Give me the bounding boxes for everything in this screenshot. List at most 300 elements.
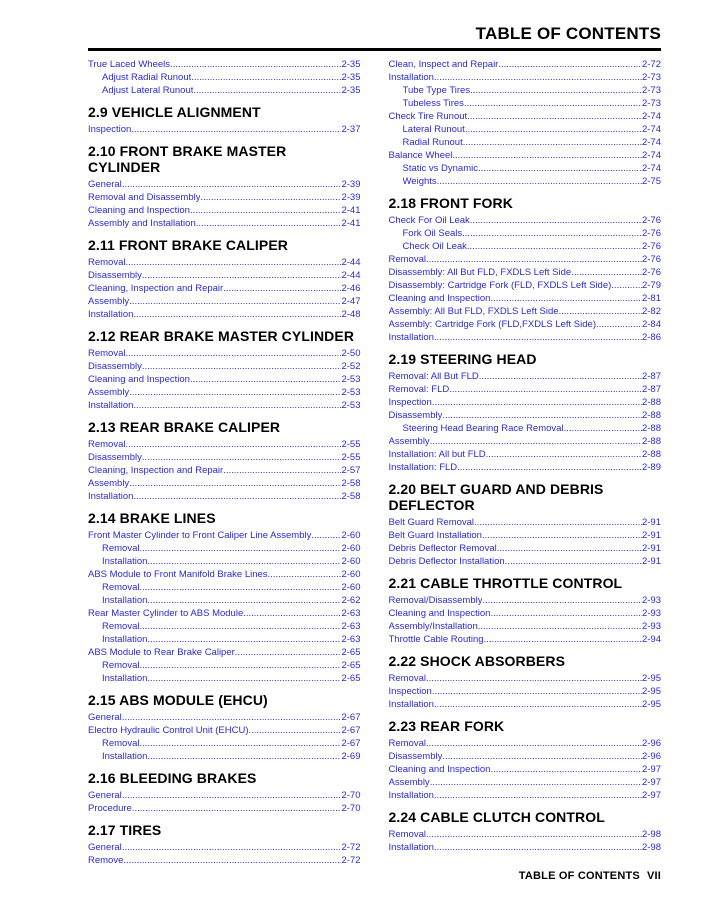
toc-entry-label: Disassembly: Cartridge Fork (FLD, FXDLS Left Side)	[388, 280, 612, 291]
toc-entry-label: Static vs Dynamic	[402, 163, 478, 174]
dot-leader	[426, 828, 642, 841]
toc-entry[interactable]	[88, 84, 361, 97]
toc-entry[interactable]	[88, 360, 361, 373]
toc-section	[389, 481, 662, 568]
toc-entry-page-number: 2-96	[641, 738, 661, 749]
toc-entry-label: Inspection	[388, 397, 432, 408]
toc-entry[interactable]	[389, 370, 662, 383]
toc-entry-page-number: 2-53	[341, 387, 361, 398]
section-heading: 2.19 STEERING HEAD	[388, 351, 537, 367]
dot-leader	[571, 266, 642, 279]
toc-entry-label: Lateral Runout	[402, 124, 465, 135]
toc-entry-label: Removal	[102, 582, 140, 593]
toc-entry-label: Radial Runout	[402, 137, 463, 148]
dot-leader	[498, 58, 642, 71]
dot-leader	[505, 555, 642, 568]
toc-entry-page-number: 2-81	[641, 293, 661, 304]
toc-entry-page-number: 2-44	[341, 270, 361, 281]
footer-label: TABLE OF CONTENTS	[518, 870, 640, 882]
toc-entry-label: Throttle Cable Routing	[388, 634, 484, 645]
toc-entry-page-number: 2-73	[641, 98, 661, 109]
toc-entry-page-number: 2-67	[341, 712, 361, 723]
toc-entry-label: Removal	[88, 348, 126, 359]
toc-entry[interactable]	[88, 490, 361, 503]
toc-entry[interactable]	[88, 256, 361, 269]
toc-entry-page-number: 2-74	[641, 150, 661, 161]
toc-entry[interactable]	[389, 162, 662, 175]
toc-entry[interactable]	[389, 136, 662, 149]
dot-leader	[122, 841, 342, 854]
toc-entry-page-number: 2-50	[341, 348, 361, 359]
toc-entry[interactable]	[389, 620, 662, 633]
toc-entry[interactable]	[389, 396, 662, 409]
toc-entry-page-number: 2-57	[341, 465, 361, 476]
page-footer	[519, 870, 661, 882]
toc-entry[interactable]	[88, 711, 361, 724]
section-entry-list	[88, 789, 361, 815]
toc-entry-label: General	[88, 790, 122, 801]
toc-entry[interactable]	[88, 58, 361, 71]
toc-entry-page-number: 2-88	[641, 397, 661, 408]
toc-section	[88, 770, 361, 815]
toc-columns	[88, 58, 661, 867]
toc-entry[interactable]	[88, 737, 361, 750]
dot-leader	[434, 841, 642, 854]
section-entry-list	[88, 178, 361, 230]
toc-entry[interactable]	[389, 279, 662, 292]
toc-entry-label: Installation	[102, 751, 148, 762]
toc-entry-page-number: 2-39	[341, 179, 361, 190]
toc-entry[interactable]	[389, 750, 662, 763]
toc-entry-label: Tube Type Tires	[402, 85, 471, 96]
toc-entry[interactable]	[88, 386, 361, 399]
toc-entry-label: True Laced Wheels	[88, 59, 171, 70]
toc-entry[interactable]	[389, 175, 662, 188]
dot-leader	[434, 698, 642, 711]
toc-entry-label: Front Master Cylinder to Front Caliper Line Assembly	[88, 530, 312, 541]
toc-entry[interactable]	[88, 607, 361, 620]
toc-entry-page-number: 2-72	[341, 855, 361, 866]
dot-leader	[122, 711, 342, 724]
toc-entry-page-number: 2-55	[341, 452, 361, 463]
toc-entry-page-number: 2-35	[341, 72, 361, 83]
toc-entry-page-number: 2-95	[641, 673, 661, 684]
toc-section	[88, 237, 361, 321]
toc-entry-label: Removal	[102, 543, 140, 554]
toc-entry[interactable]	[389, 461, 662, 474]
toc-entry[interactable]	[389, 253, 662, 266]
toc-entry-page-number: 2-63	[341, 621, 361, 632]
toc-entry[interactable]	[88, 672, 361, 685]
section-entry-list	[389, 58, 662, 188]
dot-leader	[126, 256, 342, 269]
toc-entry[interactable]	[88, 123, 361, 136]
dot-leader	[248, 724, 341, 737]
toc-entry[interactable]	[389, 240, 662, 253]
toc-entry[interactable]	[389, 292, 662, 305]
dot-leader	[442, 409, 642, 422]
dot-leader	[129, 477, 341, 490]
toc-entry[interactable]	[88, 204, 361, 217]
toc-entry-page-number: 2-76	[641, 215, 661, 226]
toc-entry[interactable]	[389, 422, 662, 435]
toc-entry[interactable]	[389, 266, 662, 279]
toc-entry-label: Belt Guard Installation	[388, 530, 482, 541]
dot-leader	[191, 71, 341, 84]
toc-entry-label: General	[88, 842, 122, 853]
toc-entry-page-number: 2-52	[341, 361, 361, 372]
section-heading: 2.21 CABLE THROTTLE CONTROL	[388, 575, 623, 591]
toc-entry-page-number: 2-76	[641, 254, 661, 265]
toc-entry-label: Installation	[102, 595, 148, 606]
toc-section	[88, 419, 361, 503]
toc-entry-page-number: 2-47	[341, 296, 361, 307]
dot-leader	[432, 396, 642, 409]
toc-entry-page-number: 2-63	[341, 634, 361, 645]
section-heading: 2.18 FRONT FORK	[388, 195, 513, 211]
section-heading: 2.14 BRAKE LINES	[88, 510, 216, 526]
toc-entry-label: Adjust Lateral Runout	[102, 85, 194, 96]
toc-entry[interactable]	[88, 568, 361, 581]
toc-entry[interactable]	[389, 737, 662, 750]
toc-entry[interactable]	[389, 149, 662, 162]
toc-column-left	[88, 58, 361, 867]
section-heading: 2.22 SHOCK ABSORBERS	[388, 653, 566, 669]
toc-entry-page-number: 2-63	[341, 608, 361, 619]
toc-entry[interactable]	[389, 97, 662, 110]
toc-entry-page-number: 2-44	[341, 257, 361, 268]
dot-leader	[133, 490, 341, 503]
toc-entry-label: General	[88, 179, 122, 190]
toc-entry-label: ABS Module to Rear Brake Caliper	[88, 647, 235, 658]
toc-entry[interactable]	[88, 555, 361, 568]
toc-entry-label: Debris Deflector Removal	[388, 543, 497, 554]
toc-entry-label: Procedure	[88, 803, 132, 814]
dot-leader	[478, 162, 642, 175]
toc-section	[88, 58, 361, 97]
toc-entry-page-number: 2-88	[641, 436, 661, 447]
header-rule	[88, 48, 661, 51]
section-entry-list	[389, 594, 662, 646]
toc-entry[interactable]	[88, 178, 361, 191]
dot-leader	[497, 542, 642, 555]
dot-leader	[122, 789, 342, 802]
toc-entry[interactable]	[389, 435, 662, 448]
toc-entry-label: Belt Guard Removal	[388, 517, 475, 528]
toc-entry[interactable]	[88, 724, 361, 737]
toc-entry-page-number: 2-58	[341, 491, 361, 502]
section-heading: 2.12 REAR BRAKE MASTER CYLINDER	[88, 328, 355, 344]
dot-leader	[482, 594, 642, 607]
toc-entry[interactable]	[88, 191, 361, 204]
section-heading: 2.24 CABLE CLUTCH CONTROL	[388, 809, 605, 825]
toc-entry[interactable]	[389, 227, 662, 240]
toc-entry-label: Assembly: Cartridge Fork (FLD,FXDLS Left Side)	[388, 319, 596, 330]
toc-entry[interactable]	[88, 854, 361, 867]
toc-entry-page-number: 2-97	[641, 777, 661, 788]
toc-entry-page-number: 2-35	[341, 59, 361, 70]
section-heading: 2.20 BELT GUARD AND DEBRIS DEFLECTOR	[388, 481, 604, 513]
dot-leader	[430, 435, 642, 448]
toc-entry-label: Installation	[388, 699, 434, 710]
toc-entry-label: Remove	[88, 855, 124, 866]
dot-leader	[126, 347, 342, 360]
toc-entry-label: Removal	[102, 738, 140, 749]
toc-entry[interactable]	[389, 763, 662, 776]
toc-entry[interactable]	[88, 451, 361, 464]
toc-entry[interactable]	[88, 802, 361, 815]
section-entry-list	[88, 841, 361, 867]
toc-entry-label: Tubeless Tires	[402, 98, 464, 109]
toc-entry-page-number: 2-60	[341, 556, 361, 567]
toc-entry-page-number: 2-53	[341, 374, 361, 385]
toc-entry[interactable]	[389, 71, 662, 84]
toc-entry-page-number: 2-70	[341, 790, 361, 801]
toc-entry-label: Removal	[388, 738, 426, 749]
toc-entry[interactable]	[88, 750, 361, 763]
toc-entry[interactable]	[389, 841, 662, 854]
dot-leader	[434, 71, 642, 84]
toc-entry[interactable]	[88, 841, 361, 854]
toc-entry[interactable]	[88, 594, 361, 607]
dot-leader	[140, 581, 342, 594]
toc-entry[interactable]	[88, 438, 361, 451]
toc-entry-label: Inspection	[388, 686, 432, 697]
toc-entry[interactable]	[88, 399, 361, 412]
section-entry-list	[88, 711, 361, 763]
toc-entry[interactable]	[88, 620, 361, 633]
toc-entry-label: Assembly and Installation	[88, 218, 196, 229]
section-heading: 2.17 TIRES	[88, 822, 162, 838]
toc-entry-label: Installation	[388, 842, 434, 853]
toc-entry-page-number: 2-37	[341, 124, 361, 135]
dot-leader	[147, 594, 341, 607]
toc-entry-label: Cleaning and Inspection	[88, 374, 190, 385]
toc-entry-label: Removal	[388, 829, 426, 840]
toc-entry[interactable]	[88, 633, 361, 646]
toc-entry[interactable]	[389, 529, 662, 542]
dot-leader	[129, 295, 341, 308]
toc-entry[interactable]	[88, 295, 361, 308]
toc-entry-label: Assembly	[388, 436, 430, 447]
dot-leader	[311, 529, 341, 542]
toc-entry[interactable]	[389, 555, 662, 568]
toc-entry-label: Cleaning and Inspection	[388, 293, 491, 304]
toc-section	[389, 58, 662, 188]
section-heading: 2.16 BLEEDING BRAKES	[88, 770, 257, 786]
dot-leader	[268, 568, 342, 581]
toc-entry-page-number: 2-87	[641, 384, 661, 395]
toc-entry-label: Cleaning, Inspection and Repair	[88, 283, 224, 294]
toc-entry-label: Installation	[88, 400, 134, 411]
toc-entry-page-number: 2-93	[641, 621, 661, 632]
toc-entry-page-number: 2-98	[641, 842, 661, 853]
dot-leader	[486, 448, 642, 461]
toc-entry-page-number: 2-72	[341, 842, 361, 853]
toc-entry-page-number: 2-95	[641, 686, 661, 697]
toc-entry[interactable]	[389, 58, 662, 71]
dot-leader	[132, 802, 342, 815]
dot-leader	[478, 620, 642, 633]
dot-leader	[147, 750, 341, 763]
dot-leader	[464, 97, 642, 110]
toc-entry[interactable]	[88, 269, 361, 282]
toc-entry-label: Assembly	[88, 296, 130, 307]
toc-entry[interactable]	[389, 123, 662, 136]
toc-entry-label: Installation	[88, 491, 134, 502]
toc-entry-label: Removal and Disassembly	[88, 192, 201, 203]
toc-entry-label: Installation	[102, 634, 148, 645]
dot-leader	[490, 763, 642, 776]
toc-entry-page-number: 2-60	[341, 582, 361, 593]
toc-entry[interactable]	[389, 305, 662, 318]
toc-entry[interactable]	[389, 685, 662, 698]
dot-leader	[434, 789, 642, 802]
dot-leader	[147, 633, 341, 646]
section-heading: 2.23 REAR FORK	[388, 718, 505, 734]
dot-leader	[434, 331, 642, 344]
toc-entry-page-number: 2-73	[641, 85, 661, 96]
toc-entry[interactable]	[389, 633, 662, 646]
toc-entry-page-number: 2-89	[641, 462, 661, 473]
dot-leader	[611, 279, 642, 292]
toc-section	[88, 104, 361, 136]
toc-entry[interactable]	[389, 594, 662, 607]
toc-entry[interactable]	[389, 318, 662, 331]
dot-leader	[200, 191, 341, 204]
dot-leader	[564, 422, 642, 435]
section-entry-list	[88, 438, 361, 503]
toc-section	[389, 575, 662, 646]
toc-entry-page-number: 2-88	[641, 449, 661, 460]
toc-entry-label: Debris Deflector Installation	[388, 556, 505, 567]
dot-leader	[479, 370, 642, 383]
dot-leader	[122, 178, 342, 191]
toc-entry[interactable]	[88, 542, 361, 555]
dot-leader	[126, 438, 342, 451]
toc-entry-label: Steering Head Bearing Race Removal	[402, 423, 564, 434]
toc-entry[interactable]	[88, 581, 361, 594]
toc-section	[389, 653, 662, 711]
section-entry-list	[88, 256, 361, 321]
toc-entry[interactable]	[88, 789, 361, 802]
toc-entry[interactable]	[389, 776, 662, 789]
toc-entry-label: Disassembly	[388, 410, 443, 421]
toc-entry-page-number: 2-65	[341, 660, 361, 671]
dot-leader	[142, 451, 342, 464]
toc-section	[88, 510, 361, 685]
toc-entry[interactable]	[88, 659, 361, 672]
toc-entry[interactable]	[88, 71, 361, 84]
toc-entry-label: Disassembly: All But FLD, FXDLS Left Side	[388, 267, 572, 278]
toc-entry[interactable]	[389, 789, 662, 802]
dot-leader	[140, 542, 342, 555]
toc-entry-label: Installation: All but FLD	[388, 449, 486, 460]
toc-entry[interactable]	[389, 409, 662, 422]
toc-entry[interactable]	[389, 214, 662, 227]
toc-entry-label: Fork Oil Seals	[402, 228, 463, 239]
toc-entry-page-number: 2-72	[641, 59, 661, 70]
toc-entry-page-number: 2-94	[641, 634, 661, 645]
toc-entry[interactable]	[389, 84, 662, 97]
toc-entry-page-number: 2-97	[641, 764, 661, 775]
toc-entry-label: Removal	[102, 660, 140, 671]
toc-entry-label: Disassembly	[88, 270, 142, 281]
toc-entry-page-number: 2-55	[341, 439, 361, 450]
dot-leader	[193, 84, 341, 97]
toc-entry-page-number: 2-93	[641, 608, 661, 619]
dot-leader	[474, 516, 642, 529]
toc-entry-label: Assembly/Installation	[388, 621, 478, 632]
toc-entry-page-number: 2-62	[341, 595, 361, 606]
dot-leader	[470, 214, 642, 227]
toc-entry[interactable]	[88, 217, 361, 230]
dot-leader	[147, 672, 341, 685]
dot-leader	[437, 175, 642, 188]
dot-leader	[457, 461, 642, 474]
dot-leader	[467, 240, 642, 253]
toc-entry-page-number: 2-95	[641, 699, 661, 710]
toc-section	[88, 822, 361, 867]
footer-page-number: VII	[646, 870, 661, 882]
toc-entry-page-number: 2-93	[641, 595, 661, 606]
toc-entry-page-number: 2-97	[641, 790, 661, 801]
dot-leader	[142, 360, 342, 373]
toc-section	[88, 328, 361, 412]
toc-entry[interactable]	[389, 698, 662, 711]
toc-entry-page-number: 2-67	[341, 738, 361, 749]
toc-entry-label: Assembly	[388, 777, 430, 788]
toc-entry-label: Adjust Radial Runout	[102, 72, 192, 83]
dot-leader	[449, 383, 642, 396]
toc-entry-label: Check Oil Leak	[402, 241, 467, 252]
toc-entry-page-number: 2-74	[641, 124, 661, 135]
toc-entry[interactable]	[88, 646, 361, 659]
toc-entry-label: Assembly	[88, 387, 130, 398]
toc-entry[interactable]	[88, 477, 361, 490]
toc-section	[88, 692, 361, 763]
toc-entry-page-number: 2-91	[641, 556, 661, 567]
toc-section	[389, 809, 662, 854]
toc-entry[interactable]	[389, 672, 662, 685]
dot-leader	[235, 646, 342, 659]
dot-leader	[426, 672, 642, 685]
toc-entry[interactable]	[88, 347, 361, 360]
toc-entry[interactable]	[389, 110, 662, 123]
dot-leader	[596, 318, 642, 331]
toc-entry[interactable]	[88, 282, 361, 295]
toc-entry[interactable]	[389, 607, 662, 620]
toc-entry[interactable]	[389, 383, 662, 396]
toc-entry[interactable]	[88, 464, 361, 477]
toc-entry-page-number: 2-65	[341, 647, 361, 658]
toc-entry[interactable]	[389, 516, 662, 529]
toc-entry[interactable]	[88, 529, 361, 542]
toc-entry-page-number: 2-82	[641, 306, 661, 317]
toc-entry[interactable]	[389, 331, 662, 344]
toc-entry-page-number: 2-70	[341, 803, 361, 814]
toc-entry-label: Removal	[388, 254, 426, 265]
toc-entry[interactable]	[389, 542, 662, 555]
toc-entry[interactable]	[88, 308, 361, 321]
toc-entry-label: Installation	[88, 309, 134, 320]
toc-entry[interactable]	[389, 828, 662, 841]
section-entry-list	[389, 737, 662, 802]
toc-entry[interactable]	[88, 373, 361, 386]
toc-entry[interactable]	[389, 448, 662, 461]
toc-entry-page-number: 2-60	[341, 543, 361, 554]
toc-entry-label: Installation	[388, 332, 434, 343]
